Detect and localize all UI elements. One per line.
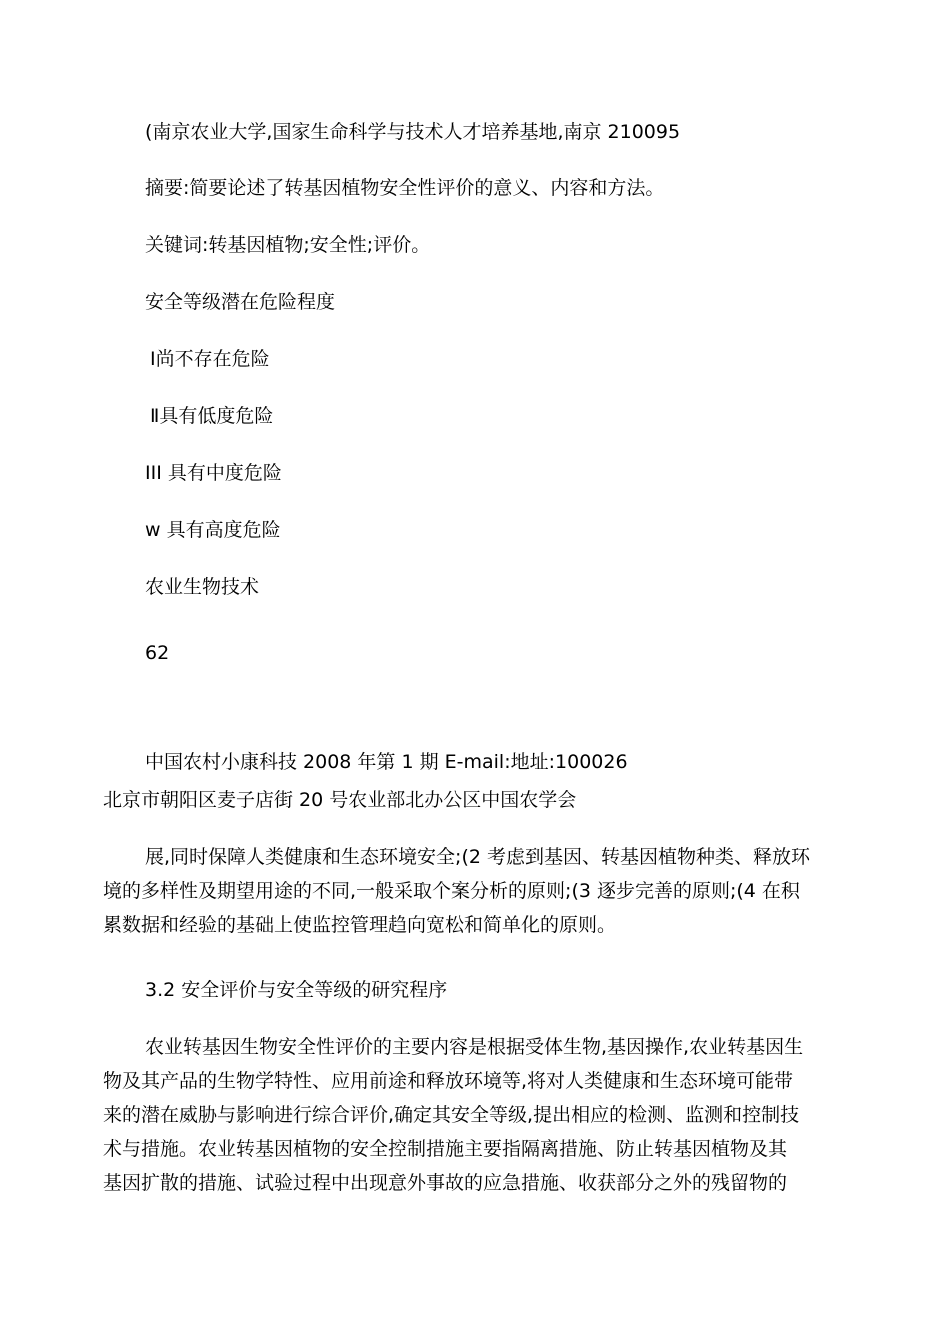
- paragraph-line: 累数据和经验的基础上使监控管理趋向宽松和简单化的原则。: [103, 914, 617, 936]
- keywords-text: 关键词:转基因植物;安全性;评价。: [145, 234, 431, 256]
- table-row: III 具有中度危险: [145, 462, 282, 484]
- table-row: w 具有高度危险: [145, 519, 281, 541]
- journal-section-label: 农业生物技术: [145, 576, 260, 598]
- paragraph-line: 境的多样性及期望用途的不同,一般采取个案分析的原则;(3 逐步完善的原则;(4 在积: [103, 880, 800, 902]
- paragraph-line: 基因扩散的措施、试验过程中出现意外事故的应急措施、收获部分之外的残留物的: [103, 1172, 788, 1194]
- paragraph-line: 术与措施。农业转基因植物的安全控制措施主要指隔离措施、防止转基因植物及其: [103, 1138, 788, 1160]
- footer-line: 北京市朝阳区麦子店街 20 号农业部北办公区中国农学会: [103, 789, 577, 811]
- abstract-text: 摘要:简要论述了转基因植物安全性评价的意义、内容和方法。: [145, 177, 665, 199]
- table-row: Ⅰ尚不存在危险: [150, 348, 270, 370]
- table-header: 安全等级潜在危险程度: [145, 291, 336, 313]
- footer-line: 中国农村小康科技 2008 年第 1 期 E-mail:地址:100026: [145, 751, 628, 773]
- paragraph-line: 农业转基因生物安全性评价的主要内容是根据受体生物,基因操作,农业转基因生: [145, 1036, 804, 1058]
- paragraph-line: 物及其产品的生物学特性、应用前途和释放环境等,将对人类健康和生态环境可能带: [103, 1070, 794, 1092]
- paragraph-line: 来的潜在威胁与影响进行综合评价,确定其安全等级,提出相应的检测、监测和控制技: [103, 1104, 800, 1126]
- page-number: 62: [145, 642, 170, 664]
- table-row: Ⅱ具有低度危险: [150, 405, 274, 427]
- body-paragraph: [103, 1030, 853, 1200]
- paragraph-line: 展,同时保障人类健康和生态环境安全;(2 考虑到基因、转基因植物种类、释放环: [145, 846, 810, 868]
- affiliation-text: (南京农业大学,国家生命科学与技术人才培养基地,南京 210095: [145, 121, 681, 143]
- body-paragraph: [103, 840, 853, 942]
- section-heading: 3.2 安全评价与安全等级的研究程序: [145, 979, 448, 1001]
